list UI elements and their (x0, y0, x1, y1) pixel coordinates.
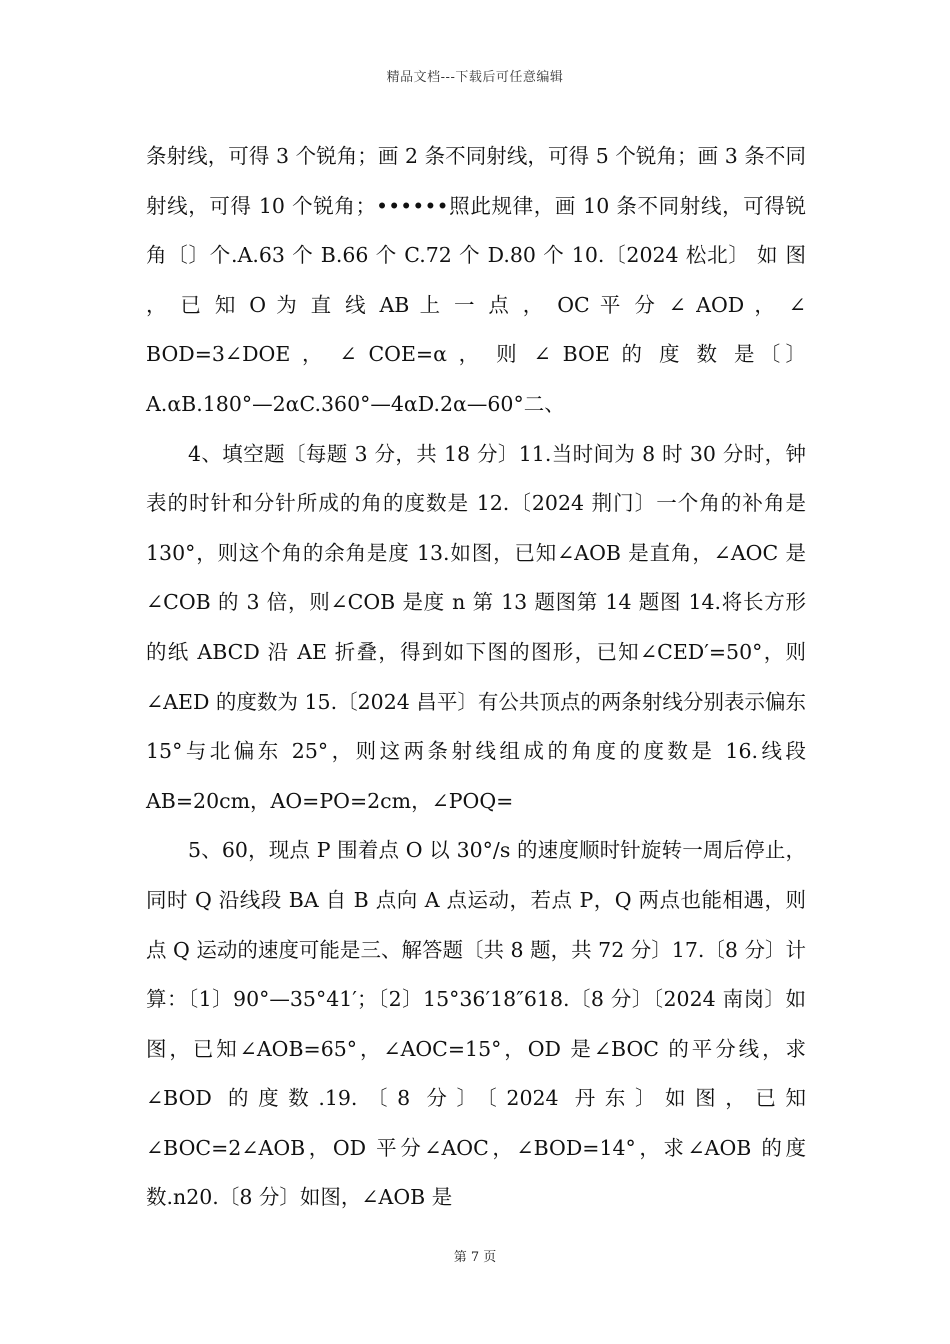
paragraph-1: 条射线，可得 3 个锐角；画 2 条不同射线，可得 5 个锐角；画 3 条不同射线，可得 10 个锐角；••••••照此规律，画 10 条不同射线，可得锐角〔〕个.A.63 个 B.66 个 C.72 个 D.80 个 10.〔2024 松北〕 如 图 ， 已 知 O 为 直 线 AB 上 一 点 ， OC 平 分 ∠ AOD ， ∠ BOD=3∠DOE ， ∠ COE=α ， 则 ∠ BOE 的 度 数 是〔〕A.αB.180°—2αC.360°—4αD.2α—60°二、 (146, 144, 806, 416)
page-number: 第 7 页 (453, 1250, 497, 1265)
paragraph-3: 5、60，现点 P 围着点 O 以 30°/s 的速度顺时针旋转一周后停止，同时 Q 沿线段 BA 自 B 点向 A 点运动，若点 P，Q 两点也能相遇，则点 Q 运动的速度可能是三、解答题〔共 8 题，共 72 分〕17.〔8 分〕计算：〔1〕90°—35°41′；〔2〕15°36′18″618.〔8 分〕〔2024 南岗〕如图，已知∠AOB=65°，∠AOC=15°，OD 是∠BOC 的平分线，求∠BOD 的度数.19.〔8 分〕〔2024 丹东〕如图，已知∠BOC=2∠AOB，OD 平分∠AOC，∠BOD=14°，求∠AOB 的度数.n20.〔8 分〕如图，∠AOB 是 (146, 838, 806, 1210)
paragraph-2: 4、填空题〔每题 3 分，共 18 分〕11.当时间为 8 时 30 分时，钟表的时针和分针所成的角的度数是 12.〔2024 荆门〕一个角的补角是 130°，则这个角的余角是度 13.如图，已知∠AOB 是直角，∠AOC 是∠COB 的 3 倍，则∠COB 是度 n 第 13 题图第 14 题图 14.将长方形的纸 ABCD 沿 AE 折叠，得到如下图的图形，已知∠CED′=50°，则∠AED 的度数为 15.〔2024 昌平〕有公共顶点的两条射线分别表示偏东 15°与北偏东 25°，则这两条射线组成的角度的度数是 16.线段 AB=20cm，AO=PO=2cm，∠POQ= (146, 441, 806, 813)
page-header: 精品文档---下载后可任意编辑 (386, 70, 564, 85)
document-body (146, 132, 806, 1223)
